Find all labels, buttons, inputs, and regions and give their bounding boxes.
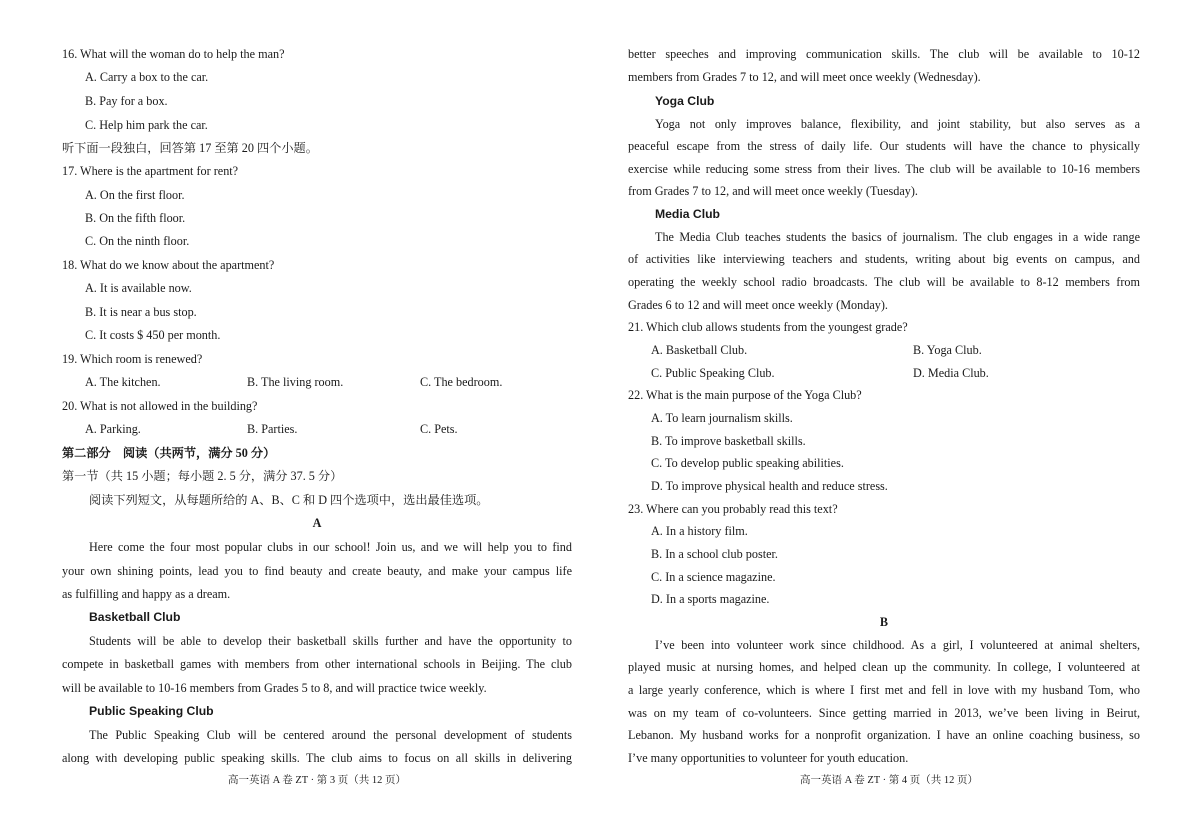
yoga-club-title: Yoga Club (655, 94, 715, 108)
question-20-option-c: C. Pets. (420, 422, 458, 436)
public-speaking-line-1: The Public Speaking Club will be centered around the personal development of students (89, 728, 572, 742)
question-16-option-a: A. Carry a box to the car. (85, 70, 209, 84)
question-23-option-a: A. In a history film. (651, 524, 748, 538)
question-21-option-b: B. Yoga Club. (913, 343, 982, 357)
intro-line-2: your own shining points, lead you to find beauty and create beauty, and make your campus life (62, 564, 572, 578)
intro-line-1: Here come the four most popular clubs in our school! Join us, and we will help you to find (89, 540, 572, 554)
question-23-stem: 23. Where can you probably read this text? (628, 502, 838, 516)
yoga-line-4: from Grades 7 to 12, and will meet once weekly (Tuesday). (628, 184, 918, 198)
reading-directions: 阅读下列短文，从每题所给的 A、B、C 和 D 四个选项中，选出最佳选项。 (89, 493, 489, 507)
question-20-stem: 20. What is not allowed in the building? (62, 399, 258, 413)
question-21-option-d: D. Media Club. (913, 366, 989, 380)
passage-b-label: B (879, 615, 889, 629)
passage-a-label: A (312, 516, 322, 530)
media-line-1: The Media Club teaches students the basics of journalism. The club engages in a wide range (655, 230, 1140, 244)
left-page-footer: 高一英语 A 卷 ZT · 第 3 页（共 12 页） (228, 775, 407, 786)
passage-b-line-6: I’ve many opportunities to volunteer for youth education. (628, 751, 909, 765)
question-19-option-c: C. The bedroom. (420, 375, 503, 389)
question-17-option-a: A. On the first floor. (85, 188, 185, 202)
passage-b-line-3: a large yearly conference, which is where I first met and fell in love with my husband Tom, who (628, 683, 1140, 697)
media-line-2: of activities like interviewing teachers and students, writing about big events on campus, and (628, 252, 1140, 266)
question-23-option-d: D. In a sports magazine. (651, 592, 770, 606)
right-page-footer: 高一英语 A 卷 ZT · 第 4 页（共 12 页） (800, 775, 979, 786)
question-23-option-c: C. In a science magazine. (651, 570, 776, 584)
question-16-stem: 16. What will the woman do to help the man? (62, 47, 285, 61)
passage-b-line-5: Lebanon. My husband works for a nonprofit organization. I have an online coaching business, so (628, 728, 1140, 742)
passage-b-line-2: played music at nursing homes, and helped clean up the community. In college, I volunteered at (628, 660, 1140, 674)
section-one-heading: 第一节（共 15 小题；每小题 2. 5 分，满分 37. 5 分） (62, 469, 343, 483)
question-19-stem: 19. Which room is renewed? (62, 352, 203, 366)
passage-b-line-1: I’ve been into volunteer work since childhood. As a girl, I volunteered at animal shelters, (655, 638, 1140, 652)
basketball-line-3: will be available to 10-16 members from Grades 5 to 8, and will practice twice weekly. (62, 681, 487, 695)
question-17-option-c: C. On the ninth floor. (85, 234, 190, 248)
yoga-line-1: Yoga not only improves balance, flexibility, and joint stability, but also serves as a (655, 117, 1140, 131)
question-18-option-c: C. It costs $ 450 per month. (85, 328, 221, 342)
question-21-option-c: C. Public Speaking Club. (651, 366, 775, 380)
question-22-option-b: B. To improve basketball skills. (651, 434, 806, 448)
question-18-option-a: A. It is available now. (85, 281, 192, 295)
basketball-line-2: compete in basketball games with members from other international schools in Beijing. The club (62, 657, 572, 671)
intro-line-3: as fulfilling and happy as a dream. (62, 587, 231, 601)
question-22-option-c: C. To develop public speaking abilities. (651, 456, 844, 470)
listening-instruction: 听下面一段独白，回答第 17 至第 20 四个小题。 (62, 141, 318, 155)
question-16-option-b: B. Pay for a box. (85, 94, 168, 108)
question-17-option-b: B. On the fifth floor. (85, 211, 186, 225)
media-club-title: Media Club (655, 207, 721, 221)
question-20-option-a: A. Parking. (85, 422, 141, 436)
public-speaking-line-2: along with developing public speaking skills. The club aims to focus on all skills in delivering (62, 751, 572, 765)
question-20-option-b: B. Parties. (247, 422, 298, 436)
part-two-heading: 第二部分 阅读（共两节，满分 50 分） (62, 446, 276, 460)
question-22-option-d: D. To improve physical health and reduce stress. (651, 479, 888, 493)
question-19-option-b: B. The living room. (247, 375, 344, 389)
media-line-3: operating the weekly school radio broadcasts. The club will be available to 8-12 members from (628, 275, 1140, 289)
question-22-stem: 22. What is the main purpose of the Yoga Club? (628, 388, 862, 402)
public-speaking-club-title: Public Speaking Club (89, 704, 214, 718)
yoga-line-3: exercise while reducing some stress from their lives. The club will be available to 10-16 members (628, 162, 1140, 176)
media-line-4: Grades 6 to 12 and will meet once weekly (Monday). (628, 298, 888, 312)
question-23-option-b: B. In a school club poster. (651, 547, 778, 561)
yoga-line-2: peaceful escape from the stress of daily life. Our students will have the chance to physically (628, 139, 1140, 153)
passage-b-line-4: was on my team of co-volunteers. Since getting married in 2013, we’ve been living in Beirut, (628, 706, 1140, 720)
question-22-option-a: A. To learn journalism skills. (651, 411, 793, 425)
question-21-stem: 21. Which club allows students from the youngest grade? (628, 320, 908, 334)
question-18-option-b: B. It is near a bus stop. (85, 305, 197, 319)
question-19-option-a: A. The kitchen. (85, 375, 161, 389)
basketball-club-title: Basketball Club (89, 610, 181, 624)
question-17-stem: 17. Where is the apartment for rent? (62, 164, 239, 178)
public-speaking-cont-line-2: members from Grades 7 to 12, and will meet once weekly (Wednesday). (628, 70, 981, 84)
public-speaking-cont-line-1: better speeches and improving communication skills. The club will be available to 10-12 (628, 47, 1140, 61)
question-16-option-c: C. Help him park the car. (85, 118, 208, 132)
question-18-stem: 18. What do we know about the apartment? (62, 258, 275, 272)
question-21-option-a: A. Basketball Club. (651, 343, 748, 357)
basketball-line-1: Students will be able to develop their basketball skills further and have the opportunity to (89, 634, 572, 648)
